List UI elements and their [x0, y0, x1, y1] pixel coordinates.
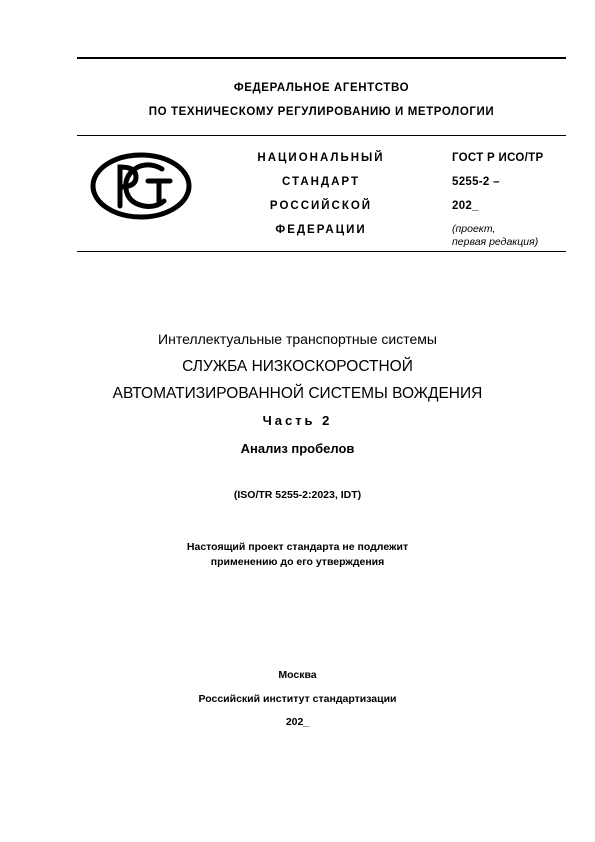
designation-line-3: 202_ [452, 200, 479, 212]
draft-status-line-2: первая редакция) [452, 236, 539, 248]
national-line-4: ФЕДЕРАЦИИ [275, 224, 367, 236]
title-part: Часть 2 [262, 413, 333, 428]
agency-line-1: ФЕДЕРАЛЬНОЕ АГЕНТСТВО [233, 82, 410, 94]
notice-line-2: применению до его утверждения [210, 556, 385, 568]
designation-line-2: 5255-2 – [452, 176, 500, 188]
header-rule [77, 135, 566, 136]
block-rule [77, 251, 566, 252]
top-rule [77, 57, 566, 59]
notice-line-1: Настоящий проект стандарта не подлежит [186, 541, 409, 553]
imprint-publisher: Российский институт стандартизации [198, 693, 397, 705]
title-subtitle: Анализ пробелов [240, 441, 355, 456]
identity-note: (ISO/TR 5255-2:2023, IDT) [233, 489, 362, 501]
national-line-1: НАЦИОНАЛЬНЫЙ [257, 152, 385, 164]
imprint-city: Москва [278, 669, 317, 681]
national-line-2: СТАНДАРТ [282, 176, 360, 188]
national-line-3: РОССИЙСКОЙ [269, 200, 373, 212]
rst-logo-glyphs [120, 165, 170, 207]
title-series: Интеллектуальные транспортные системы [158, 331, 437, 347]
title-main-line-1: СЛУЖБА НИЗКОСКОРОСТНОЙ [182, 358, 413, 375]
agency-line-2: ПО ТЕХНИЧЕСКОМУ РЕГУЛИРОВАНИЮ И МЕТРОЛОГИИ [148, 106, 495, 118]
imprint-year: 202_ [285, 716, 310, 728]
title-main-line-2: АВТОМАТИЗИРОВАННОЙ СИСТЕМЫ ВОЖДЕНИЯ [112, 385, 483, 402]
draft-status-line-1: (проект, [452, 223, 496, 235]
rst-logo-icon [90, 151, 192, 221]
designation-line-1: ГОСТ Р ИСО/ТР [452, 152, 544, 164]
